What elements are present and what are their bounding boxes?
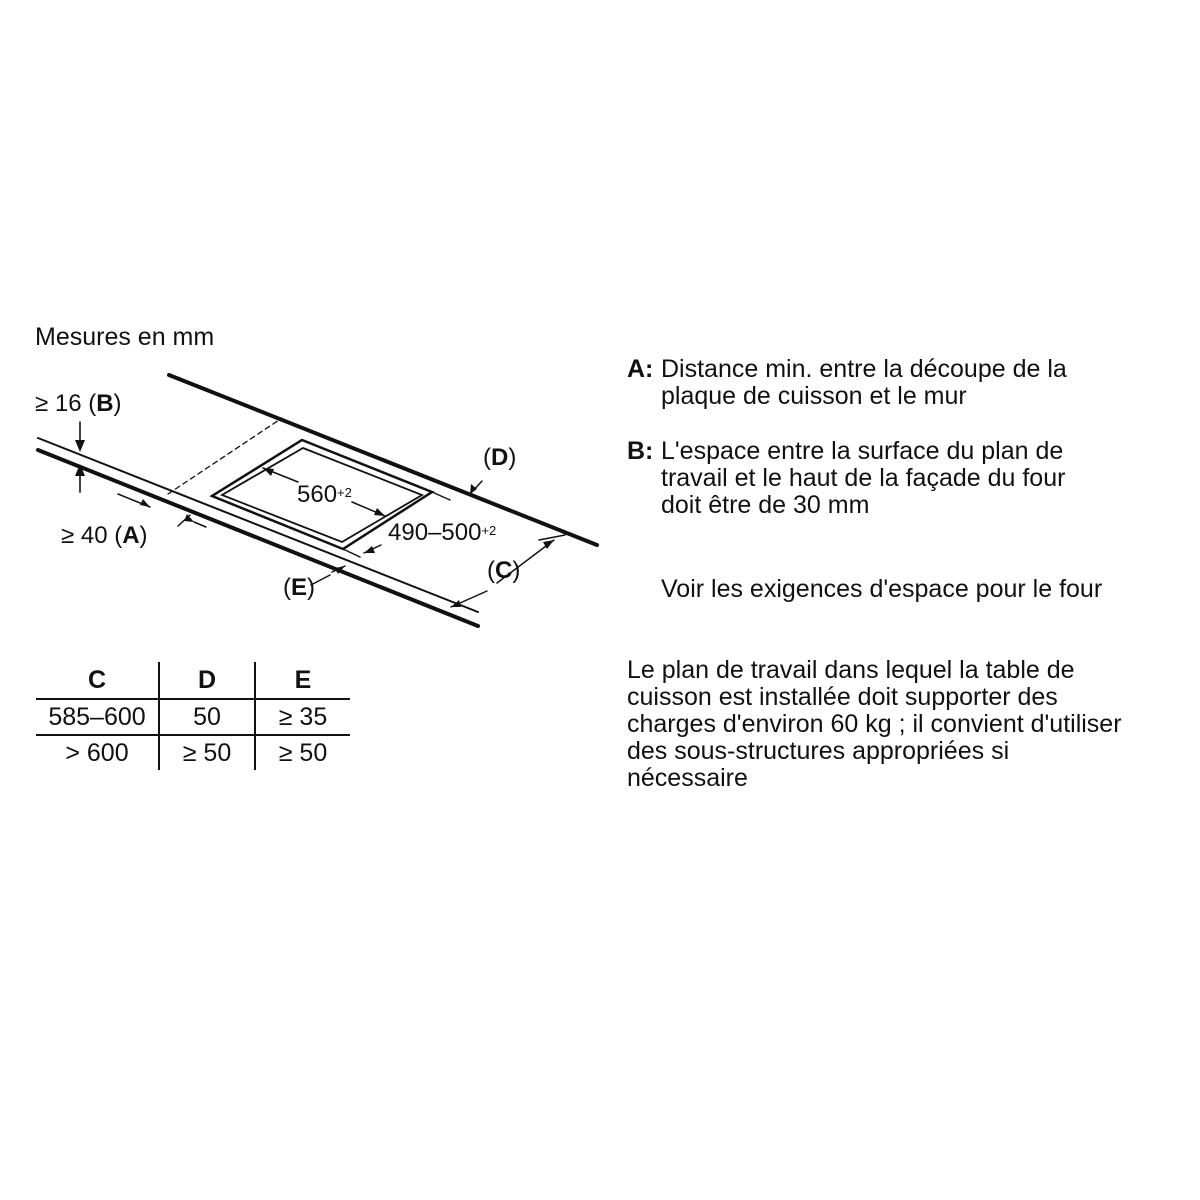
table-cell: ≥ 50 (159, 735, 255, 770)
table-header-row (36, 662, 350, 699)
table-header: E (255, 662, 350, 699)
note-line: L'espace entre la surface du plan de (661, 437, 1064, 465)
load-note-line: charges d'environ 60 kg ; il convient d'utiliser (627, 710, 1122, 738)
note-key: A: (627, 355, 654, 383)
table-cell: > 600 (65, 738, 129, 767)
table-header: C (87, 665, 107, 694)
note-line: plaque de cuisson et le mur (661, 382, 967, 410)
table-cell: ≥ 50 (255, 735, 350, 770)
note-key: B: (627, 437, 654, 465)
table-header: D (159, 662, 255, 699)
oven-note: Voir les exigences d'espace pour le four (661, 575, 1103, 603)
label-c: (C) (487, 557, 521, 584)
table-row (36, 735, 350, 770)
worktop-back-edge (169, 375, 597, 545)
label-depth: $490-500^{+2}$ (388, 519, 497, 546)
load-note (627, 657, 1122, 792)
table-row (36, 699, 350, 735)
load-note-line: des sous-structures appropriées si (627, 737, 1010, 765)
dim-d (449, 481, 482, 494)
label-width: $560^{+2}$ (297, 481, 352, 508)
label-b: ≥ 16 (B) (35, 390, 122, 417)
clearance-table (36, 662, 350, 770)
label-a: ≥ 40 (A) (61, 522, 148, 549)
load-note-line: Le plan de travail dans lequel la table de (627, 656, 1075, 684)
table-cell: ≥ 35 (255, 699, 350, 735)
wall-projection-dashed (168, 418, 282, 494)
label-e: (E) (283, 574, 316, 601)
load-note-line: nécessaire (627, 764, 748, 792)
note-b (627, 438, 1187, 528)
note-line: doit être de 30 mm (661, 491, 870, 519)
label-d: (D) (483, 444, 517, 471)
units-note: Mesures en mm (35, 323, 215, 351)
table-cell: 50 (159, 699, 255, 735)
note-line: Distance min. entre la découpe de la (661, 355, 1067, 383)
note-line: travail et le haut de la façade du four (661, 464, 1066, 492)
note-a (627, 356, 1187, 416)
table-cell: 585–600 (48, 702, 146, 731)
load-note-line: cuisson est installée doit supporter des (627, 683, 1058, 711)
